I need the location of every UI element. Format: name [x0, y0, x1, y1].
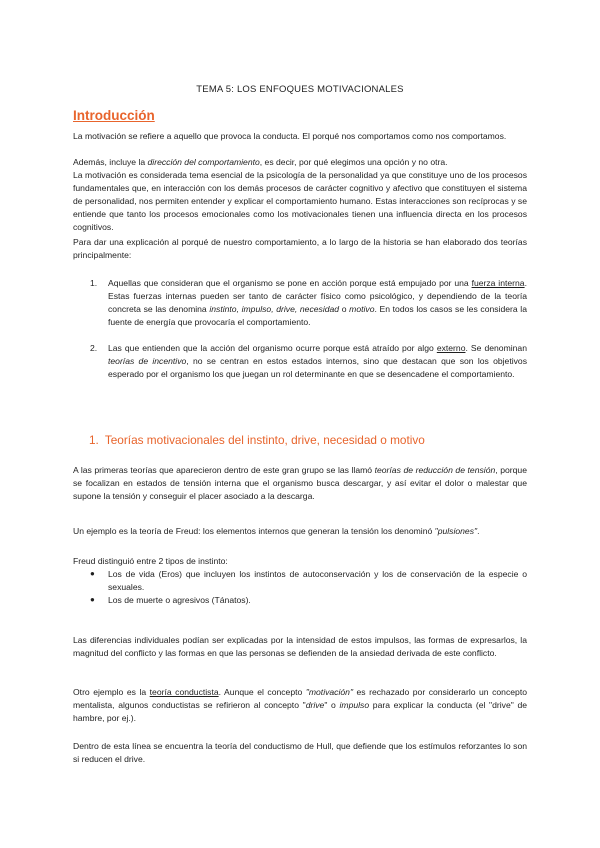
list-item-external-incentive: Las que entienden que la acción del organismo ocurre porque está atraído por algo externo. Se denominan teorías de incentivo, no se centran en estos estados internos, sino que destacan que son los objetivos esperado por el organismo los que juegan un rol determinante en que se desencadene el comportamiento. [108, 343, 527, 379]
intro-paragraph-2: Además, incluye la dirección del comportamiento, es decir, por qué elegimos una opción y no otra. [73, 157, 448, 167]
list-item-internal-force: Aquellas que consideran que el organismo se pone en acción porque está empujado por una fuerza interna. Estas fuerzas internas pueden ser tanto de carácter físico como psicológico, y dependiendo de la teoría concreta se las denomina instinto, impulso, drive, necesidad o motivo. En todos los casos se les considera la fuente de energía que provocaría el comportamiento. [108, 278, 527, 327]
intro-heading: Introducción [73, 108, 155, 123]
bullet-item-eros: Los de vida (Eros) que incluyen los instintos de autoconservación y los de conservación de la especie o sexuales. [108, 569, 527, 592]
section-1-paragraph-1: A las primeras teorías que aparecieron dentro de este gran grupo se las llamó teorías de reducción de tensión, porque se focalizan en estados de tensión interna que el organismo busca descargar, y así evitar el dolor o malestar que supone la tensión y conseguir el placer asociado a la descarga. [73, 465, 527, 501]
intro-paragraph-4: Para dar una explicación al porqué de nuestro comportamiento, a lo largo de la historia se han elaborado dos teorías principalmente: [73, 237, 527, 260]
bullet-item-thanatos: Los de muerte o agresivos (Tánatos). [108, 595, 251, 605]
section-1-paragraph-2: Un ejemplo es la teoría de Freud: los elementos internos que generan la tensión los denominó "pulsiones". [73, 526, 480, 536]
section-1-paragraph-6: Dentro de esta línea se encuentra la teoría del conductismo de Hull, que defiende que los estímulos reforzantes lo son si reducen el drive. [73, 741, 527, 764]
intro-paragraph-3: La motivación es considerada tema esencial de la psicología de la personalidad ya que constituye uno de los procesos fundamentales que, en interacción con los demás procesos de carácter cognitivo y afectivo que constituyen el sistema de personalidad, nos permiten entender y explicar el comportamiento humano. Estas interacciones son recíprocas y se entiende que tanto los procesos emocionales como los motivacionales tienen una influencia directa en los procesos cognitivos. [73, 170, 527, 232]
document-title: TEMA 5: LOS ENFOQUES MOTIVACIONALES [196, 84, 404, 95]
bullet-icon: ● [90, 569, 95, 578]
section-1-paragraph-5: Otro ejemplo es la teoría conductista. Aunque el concepto "motivación" es rechazado por considerarlo un concepto mentalista, algunos conductistas se refirieron al concepto "drive" o impulso para explicar la conducta (el "drive" de hambre, por ej.). [73, 687, 527, 723]
list-number: 2. [90, 343, 98, 353]
section-1-paragraph-3: Freud distinguió entre 2 tipos de instinto: [73, 556, 228, 566]
section-1-heading: 1. Teorías motivacionales del instinto, drive, necesidad o motivo [89, 433, 425, 447]
list-number: 1. [90, 278, 98, 288]
bullet-icon: ● [90, 595, 95, 604]
section-1-paragraph-4: Las diferencias individuales podían ser explicadas por la intensidad de estos impulsos, las formas de expresarlos, la magnitud del conflicto y las formas en que las personas se defienden de la ansiedad derivada de este conflicto. [73, 635, 527, 658]
intro-paragraph-1: La motivación se refiere a aquello que provoca la conducta. El porqué nos comportamos como nos comportamos. [73, 131, 507, 141]
